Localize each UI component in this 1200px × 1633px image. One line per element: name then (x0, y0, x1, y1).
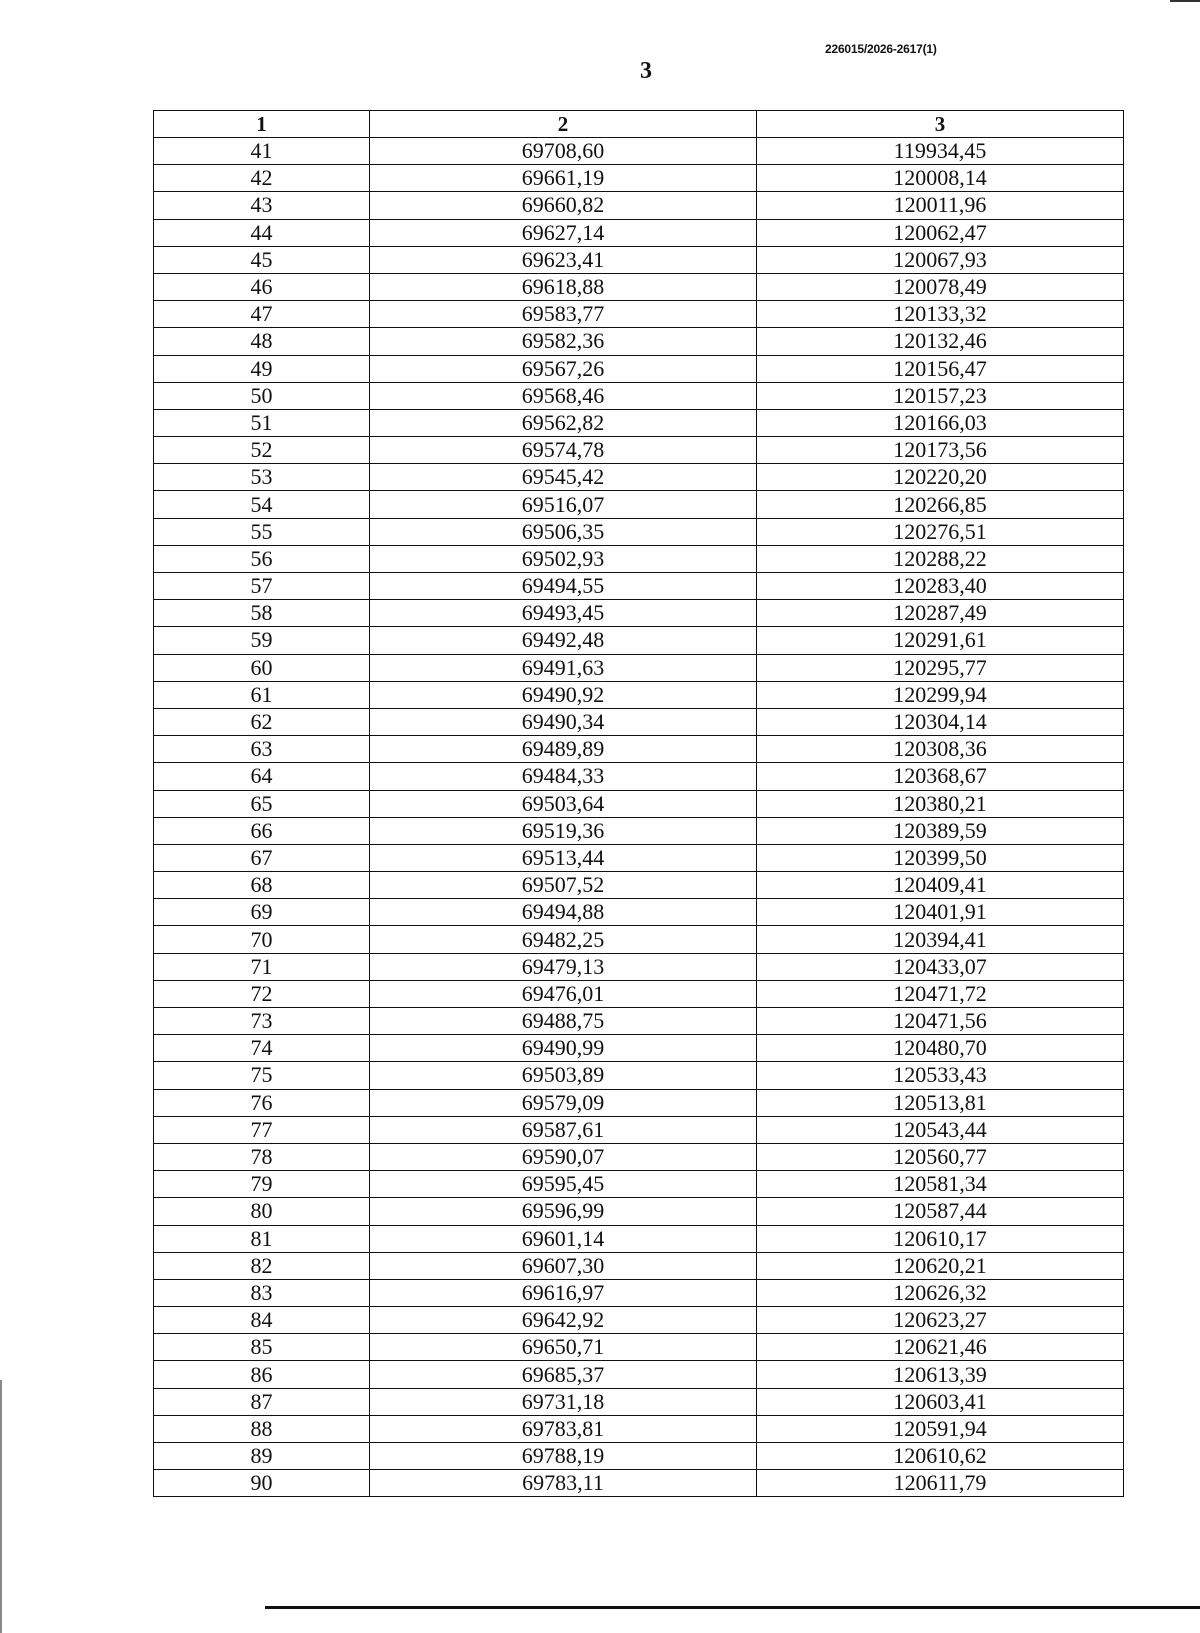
table-row (154, 1171, 1124, 1198)
table-cell-col-3: 120409,41 (757, 872, 1124, 899)
table-row (154, 1143, 1124, 1170)
table-cell-col-2: 69513,44 (370, 844, 757, 871)
table-cell-col-3: 120433,07 (757, 953, 1124, 980)
table-cell-col-1: 82 (154, 1252, 370, 1279)
table-row (154, 1361, 1124, 1388)
table-cell-col-2: 69582,36 (370, 328, 757, 355)
table-cell-col-3: 120173,56 (757, 437, 1124, 464)
table-cell-col-3: 120560,77 (757, 1143, 1124, 1170)
table-row (154, 545, 1124, 572)
table-row (154, 654, 1124, 681)
table-cell-col-1: 90 (154, 1470, 370, 1497)
table-cell-col-2: 69660,82 (370, 192, 757, 219)
table-row (154, 708, 1124, 735)
table-row (154, 600, 1124, 627)
table-row (154, 1089, 1124, 1116)
table-cell-col-3: 120288,22 (757, 545, 1124, 572)
table-row (154, 518, 1124, 545)
column-header-2: 2 (370, 111, 757, 138)
table-cell-col-1: 84 (154, 1307, 370, 1334)
table-cell-col-3: 120620,21 (757, 1252, 1124, 1279)
table-cell-col-3: 120380,21 (757, 790, 1124, 817)
table-row (154, 736, 1124, 763)
table-row (154, 138, 1124, 165)
table-cell-col-3: 120133,32 (757, 301, 1124, 328)
table-cell-col-3: 120287,49 (757, 600, 1124, 627)
table-cell-col-1: 72 (154, 980, 370, 1007)
table-cell-col-2: 69595,45 (370, 1171, 757, 1198)
scan-edge-mark-top (1170, 0, 1200, 2)
table-cell-col-1: 42 (154, 165, 370, 192)
table-cell-col-1: 53 (154, 464, 370, 491)
table-cell-col-1: 57 (154, 573, 370, 600)
table-cell-col-2: 69506,35 (370, 518, 757, 545)
table-cell-col-2: 69493,45 (370, 600, 757, 627)
table-cell-col-3: 120591,94 (757, 1415, 1124, 1442)
table-cell-col-1: 64 (154, 763, 370, 790)
table-cell-col-1: 81 (154, 1225, 370, 1252)
table-cell-col-1: 76 (154, 1089, 370, 1116)
table-row (154, 1198, 1124, 1225)
table-cell-col-1: 65 (154, 790, 370, 817)
table-cell-col-3: 120610,17 (757, 1225, 1124, 1252)
table-row (154, 273, 1124, 300)
table-cell-col-2: 69596,99 (370, 1198, 757, 1225)
table-cell-col-2: 69494,55 (370, 573, 757, 600)
table-cell-col-3: 120304,14 (757, 708, 1124, 735)
table-cell-col-2: 69490,99 (370, 1035, 757, 1062)
table-cell-col-2: 69507,52 (370, 872, 757, 899)
table-row (154, 627, 1124, 654)
column-header-1: 1 (154, 111, 370, 138)
table-cell-col-1: 66 (154, 817, 370, 844)
table-cell-col-3: 120368,67 (757, 763, 1124, 790)
table-row (154, 301, 1124, 328)
table-cell-col-1: 85 (154, 1334, 370, 1361)
table-body (154, 138, 1124, 1497)
table-row (154, 1470, 1124, 1497)
table-cell-col-1: 48 (154, 328, 370, 355)
table-row (154, 790, 1124, 817)
table-cell-col-2: 69519,36 (370, 817, 757, 844)
table-cell-col-3: 120156,47 (757, 355, 1124, 382)
table-cell-col-1: 68 (154, 872, 370, 899)
table-row (154, 355, 1124, 382)
table-cell-col-2: 69491,63 (370, 654, 757, 681)
table-cell-col-1: 86 (154, 1361, 370, 1388)
table-cell-col-2: 69484,33 (370, 763, 757, 790)
page-number: 3 (640, 58, 652, 84)
table-cell-col-1: 56 (154, 545, 370, 572)
table-cell-col-1: 44 (154, 219, 370, 246)
coordinates-table-container (153, 110, 1123, 1497)
table-row (154, 192, 1124, 219)
table-cell-col-2: 69479,13 (370, 953, 757, 980)
table-cell-col-1: 88 (154, 1415, 370, 1442)
table-cell-col-2: 69503,89 (370, 1062, 757, 1089)
table-cell-col-2: 69492,48 (370, 627, 757, 654)
table-cell-col-3: 119934,45 (757, 138, 1124, 165)
table-cell-col-2: 69783,11 (370, 1470, 757, 1497)
table-cell-col-2: 69650,71 (370, 1334, 757, 1361)
table-row (154, 953, 1124, 980)
table-cell-col-1: 43 (154, 192, 370, 219)
table-cell-col-2: 69503,64 (370, 790, 757, 817)
table-cell-col-3: 120471,56 (757, 1008, 1124, 1035)
table-cell-col-2: 69618,88 (370, 273, 757, 300)
table-cell-col-3: 120157,23 (757, 382, 1124, 409)
table-cell-col-3: 120283,40 (757, 573, 1124, 600)
table-cell-col-1: 45 (154, 246, 370, 273)
table-cell-col-1: 61 (154, 681, 370, 708)
table-row (154, 573, 1124, 600)
table-cell-col-1: 49 (154, 355, 370, 382)
table-row (154, 328, 1124, 355)
table-row (154, 980, 1124, 1007)
scan-edge-mark-left (0, 1380, 2, 1633)
table-cell-col-3: 120078,49 (757, 273, 1124, 300)
table-cell-col-1: 89 (154, 1443, 370, 1470)
table-cell-col-1: 80 (154, 1198, 370, 1225)
table-cell-col-2: 69488,75 (370, 1008, 757, 1035)
table-cell-col-2: 69502,93 (370, 545, 757, 572)
table-row (154, 246, 1124, 273)
table-cell-col-2: 69568,46 (370, 382, 757, 409)
table-cell-col-3: 120166,03 (757, 409, 1124, 436)
table-cell-col-3: 120266,85 (757, 491, 1124, 518)
table-cell-col-1: 75 (154, 1062, 370, 1089)
table-cell-col-1: 87 (154, 1388, 370, 1415)
table-row (154, 165, 1124, 192)
table-cell-col-2: 69627,14 (370, 219, 757, 246)
table-cell-col-3: 120295,77 (757, 654, 1124, 681)
table-cell-col-2: 69516,07 (370, 491, 757, 518)
table-cell-col-1: 59 (154, 627, 370, 654)
table-cell-col-1: 51 (154, 409, 370, 436)
table-cell-col-3: 120480,70 (757, 1035, 1124, 1062)
table-row (154, 1388, 1124, 1415)
coordinates-table (153, 110, 1124, 1497)
table-row (154, 817, 1124, 844)
table-header-row (154, 111, 1124, 138)
table-cell-col-3: 120399,50 (757, 844, 1124, 871)
table-cell-col-3: 120513,81 (757, 1089, 1124, 1116)
table-cell-col-3: 120621,46 (757, 1334, 1124, 1361)
table-cell-col-3: 120308,36 (757, 736, 1124, 763)
table-cell-col-2: 69783,81 (370, 1415, 757, 1442)
table-row (154, 844, 1124, 871)
table-cell-col-3: 120623,27 (757, 1307, 1124, 1334)
table-cell-col-1: 47 (154, 301, 370, 328)
table-cell-col-3: 120611,79 (757, 1470, 1124, 1497)
table-cell-col-3: 120533,43 (757, 1062, 1124, 1089)
table-cell-col-3: 120299,94 (757, 681, 1124, 708)
table-cell-col-2: 69731,18 (370, 1388, 757, 1415)
scan-edge-mark-bottom (265, 1606, 1200, 1609)
table-cell-col-2: 69567,26 (370, 355, 757, 382)
table-cell-col-1: 77 (154, 1116, 370, 1143)
table-cell-col-1: 55 (154, 518, 370, 545)
table-cell-col-1: 79 (154, 1171, 370, 1198)
table-row (154, 1415, 1124, 1442)
table-cell-col-1: 69 (154, 899, 370, 926)
table-cell-col-3: 120067,93 (757, 246, 1124, 273)
table-row (154, 899, 1124, 926)
table-cell-col-1: 73 (154, 1008, 370, 1035)
table-cell-col-2: 69545,42 (370, 464, 757, 491)
table-cell-col-1: 60 (154, 654, 370, 681)
table-cell-col-1: 54 (154, 491, 370, 518)
table-cell-col-3: 120603,41 (757, 1388, 1124, 1415)
table-cell-col-3: 120610,62 (757, 1443, 1124, 1470)
table-cell-col-3: 120471,72 (757, 980, 1124, 1007)
table-cell-col-2: 69685,37 (370, 1361, 757, 1388)
table-cell-col-2: 69616,97 (370, 1279, 757, 1306)
column-header-3: 3 (757, 111, 1124, 138)
table-cell-col-3: 120008,14 (757, 165, 1124, 192)
table-cell-col-3: 120011,96 (757, 192, 1124, 219)
table-row (154, 1279, 1124, 1306)
table-cell-col-3: 120626,32 (757, 1279, 1124, 1306)
table-cell-col-2: 69607,30 (370, 1252, 757, 1279)
table-cell-col-2: 69587,61 (370, 1116, 757, 1143)
table-cell-col-1: 78 (154, 1143, 370, 1170)
table-cell-col-2: 69562,82 (370, 409, 757, 436)
table-cell-col-2: 69490,92 (370, 681, 757, 708)
table-cell-col-3: 120389,59 (757, 817, 1124, 844)
table-cell-col-2: 69574,78 (370, 437, 757, 464)
table-row (154, 491, 1124, 518)
table-cell-col-1: 67 (154, 844, 370, 871)
table-cell-col-2: 69489,89 (370, 736, 757, 763)
table-row (154, 1252, 1124, 1279)
table-row (154, 681, 1124, 708)
table-cell-col-2: 69590,07 (370, 1143, 757, 1170)
table-cell-col-2: 69708,60 (370, 138, 757, 165)
table-cell-col-3: 120587,44 (757, 1198, 1124, 1225)
table-cell-col-3: 120132,46 (757, 328, 1124, 355)
table-cell-col-1: 50 (154, 382, 370, 409)
table-cell-col-2: 69601,14 (370, 1225, 757, 1252)
table-cell-col-2: 69490,34 (370, 708, 757, 735)
table-cell-col-1: 41 (154, 138, 370, 165)
table-row (154, 464, 1124, 491)
table-row (154, 1035, 1124, 1062)
table-cell-col-3: 120062,47 (757, 219, 1124, 246)
table-cell-col-3: 120220,20 (757, 464, 1124, 491)
table-cell-col-1: 46 (154, 273, 370, 300)
table-row (154, 1307, 1124, 1334)
table-cell-col-3: 120276,51 (757, 518, 1124, 545)
table-cell-col-3: 120401,91 (757, 899, 1124, 926)
table-row (154, 409, 1124, 436)
table-cell-col-2: 69623,41 (370, 246, 757, 273)
table-cell-col-3: 120291,61 (757, 627, 1124, 654)
table-row (154, 437, 1124, 464)
table-cell-col-1: 52 (154, 437, 370, 464)
table-cell-col-2: 69583,77 (370, 301, 757, 328)
table-cell-col-2: 69661,19 (370, 165, 757, 192)
table-row (154, 1443, 1124, 1470)
table-cell-col-3: 120581,34 (757, 1171, 1124, 1198)
table-cell-col-3: 120613,39 (757, 1361, 1124, 1388)
table-cell-col-2: 69788,19 (370, 1443, 757, 1470)
table-cell-col-2: 69642,92 (370, 1307, 757, 1334)
table-cell-col-2: 69579,09 (370, 1089, 757, 1116)
table-cell-col-2: 69494,88 (370, 899, 757, 926)
table-cell-col-1: 71 (154, 953, 370, 980)
document-number: 226015/2026-2617(1) (825, 42, 937, 56)
table-row (154, 382, 1124, 409)
table-row (154, 1225, 1124, 1252)
table-row (154, 1008, 1124, 1035)
table-cell-col-3: 120543,44 (757, 1116, 1124, 1143)
table-row (154, 1062, 1124, 1089)
table-cell-col-2: 69476,01 (370, 980, 757, 1007)
table-cell-col-1: 83 (154, 1279, 370, 1306)
table-row (154, 872, 1124, 899)
table-row (154, 926, 1124, 953)
table-cell-col-1: 74 (154, 1035, 370, 1062)
table-row (154, 219, 1124, 246)
table-cell-col-1: 70 (154, 926, 370, 953)
table-cell-col-1: 62 (154, 708, 370, 735)
table-row (154, 1334, 1124, 1361)
table-row (154, 1116, 1124, 1143)
table-cell-col-3: 120394,41 (757, 926, 1124, 953)
table-cell-col-2: 69482,25 (370, 926, 757, 953)
table-cell-col-1: 63 (154, 736, 370, 763)
table-row (154, 763, 1124, 790)
table-cell-col-1: 58 (154, 600, 370, 627)
